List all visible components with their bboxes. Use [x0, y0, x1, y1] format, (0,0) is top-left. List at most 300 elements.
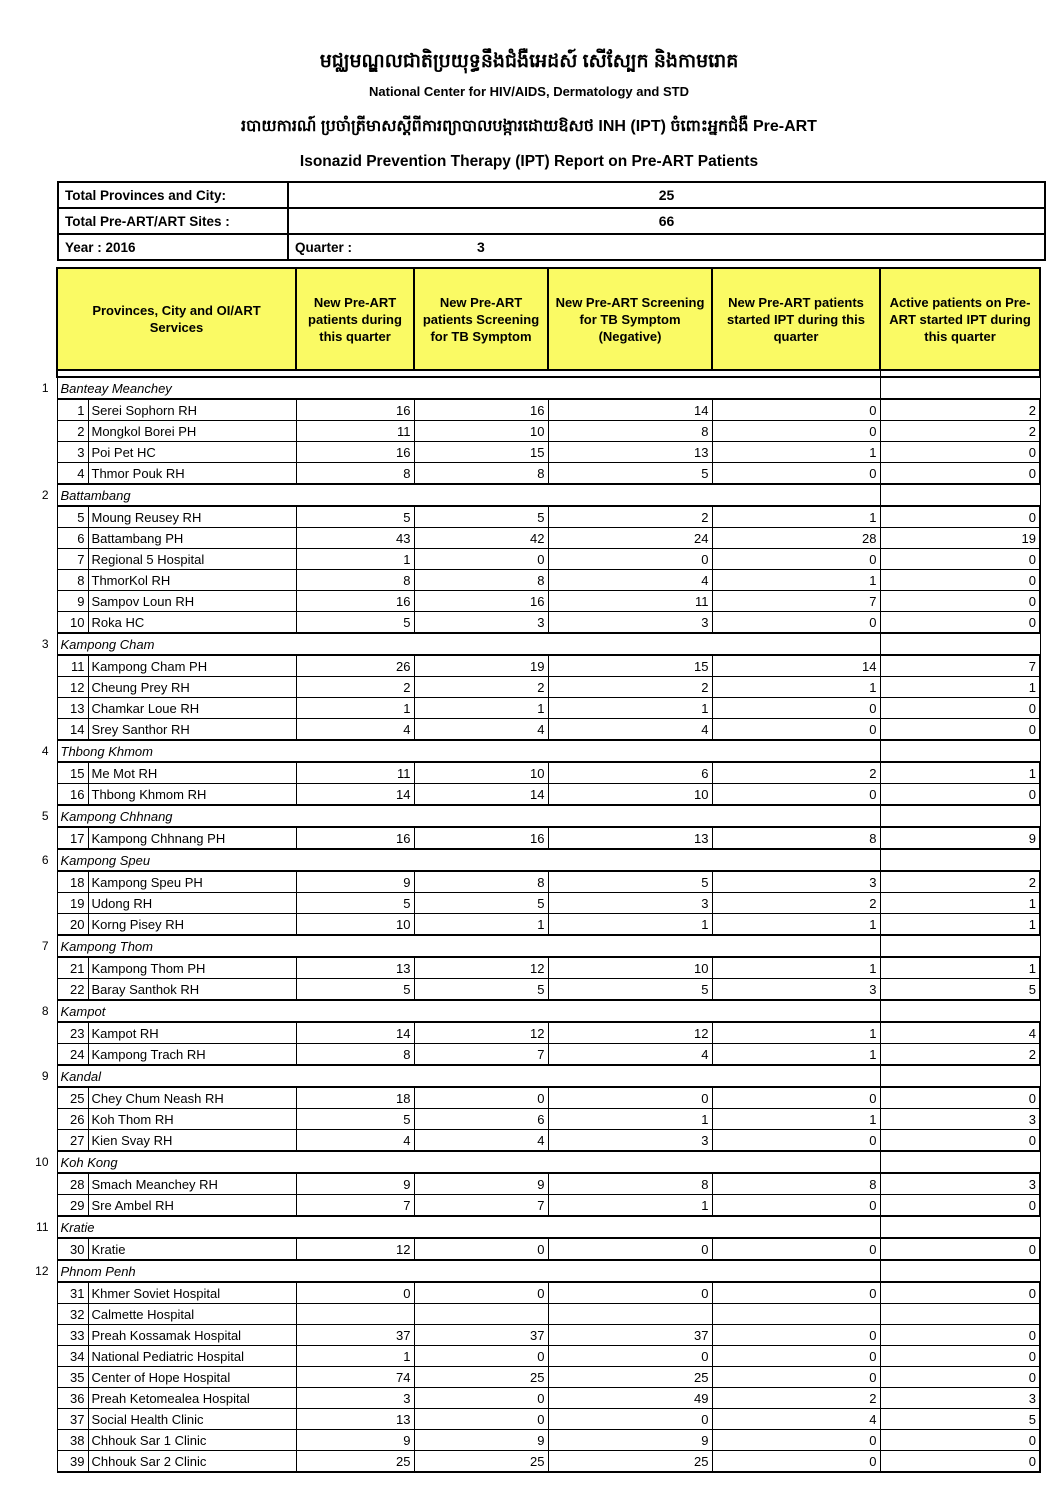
site-name: ThmorKol RH: [88, 570, 296, 591]
site-value: 5: [548, 463, 712, 485]
province-index: 10: [29, 1151, 57, 1173]
site-row: [29, 1451, 1040, 1473]
site-row: [29, 1346, 1040, 1367]
site-value: 5: [414, 893, 548, 914]
site-name: Social Health Clinic: [88, 1409, 296, 1430]
col-header-started-ipt: New Pre-ART patients started IPT during this quarter: [712, 268, 880, 370]
quarter-cell: [288, 234, 1045, 260]
gutter-cell: [29, 463, 57, 485]
site-value: 0: [880, 1367, 1040, 1388]
site-value: 24: [548, 528, 712, 549]
col-header-screening: New Pre-ART patients Screening for TB Symptom: [414, 268, 548, 370]
site-value: 0: [712, 719, 880, 741]
col-header-screening-negative: New Pre-ART Screening for TB Symptom (Negative): [548, 268, 712, 370]
total-provinces-label: Total Provinces and City:: [58, 182, 288, 208]
spacer-cell: [57, 370, 880, 377]
site-name: Srey Santhor RH: [88, 719, 296, 741]
site-value: 10: [548, 957, 712, 979]
site-value: 15: [414, 442, 548, 463]
site-value: 11: [548, 591, 712, 612]
gutter-cell: [29, 1173, 57, 1195]
site-value: 2: [880, 421, 1040, 442]
site-index: 37: [57, 1409, 88, 1430]
province-name: Thbong Khmom: [57, 740, 880, 762]
site-value: 0: [712, 1195, 880, 1217]
site-row: [29, 871, 1040, 893]
province-row: [29, 935, 1040, 957]
site-value: 1: [712, 1044, 880, 1066]
site-value: 2: [880, 1044, 1040, 1066]
site-value: 13: [296, 957, 414, 979]
province-index: 3: [29, 633, 57, 655]
gutter-cell: [29, 1022, 57, 1044]
site-name: Poi Pet HC: [88, 442, 296, 463]
province-name: Kampong Cham: [57, 633, 880, 655]
site-value: 5: [880, 979, 1040, 1001]
site-value: 14: [548, 399, 712, 421]
site-value: 0: [548, 1346, 712, 1367]
site-index: 14: [57, 719, 88, 741]
site-value: 0: [712, 1367, 880, 1388]
site-value: 0: [712, 1087, 880, 1109]
site-value: 16: [296, 442, 414, 463]
province-row: [29, 740, 1040, 762]
site-value: 0: [548, 549, 712, 570]
site-value: 8: [712, 1173, 880, 1195]
site-value: 5: [296, 979, 414, 1001]
site-value: 1: [548, 1109, 712, 1130]
org-name: National Center for HIV/AIDS, Dermatology and STD: [369, 84, 689, 99]
site-value: 5: [296, 1109, 414, 1130]
site-index: 33: [57, 1325, 88, 1346]
site-value: 9: [414, 1173, 548, 1195]
site-value: 0: [712, 1430, 880, 1451]
site-value: 0: [880, 1087, 1040, 1109]
site-value: 0: [548, 1238, 712, 1260]
spacer-cell: [880, 370, 1040, 377]
province-name: Kampot: [57, 1000, 880, 1022]
site-index: 31: [57, 1282, 88, 1304]
site-value: 7: [414, 1195, 548, 1217]
site-row: [29, 1282, 1040, 1304]
site-value: 0: [712, 549, 880, 570]
site-value: 0: [880, 1451, 1040, 1473]
site-value: 7: [296, 1195, 414, 1217]
site-value: 0: [880, 591, 1040, 612]
site-value: 28: [712, 528, 880, 549]
site-row: [29, 442, 1040, 463]
gutter-cell: [29, 677, 57, 698]
site-value: 1: [712, 1022, 880, 1044]
gutter-cell: [29, 1087, 57, 1109]
site-name: Thmor Pouk RH: [88, 463, 296, 485]
site-value: [548, 1304, 712, 1325]
year-label: Year : 2016: [58, 234, 288, 260]
site-name: Kratie: [88, 1238, 296, 1260]
site-value: 5: [548, 979, 712, 1001]
site-value: 7: [712, 591, 880, 612]
province-blank-cell: [880, 633, 1040, 655]
site-index: 30: [57, 1238, 88, 1260]
site-value: 3: [414, 612, 548, 634]
site-value: 0: [712, 421, 880, 442]
gutter-cell: [29, 979, 57, 1001]
site-value: 0: [880, 1238, 1040, 1260]
site-value: 11: [296, 762, 414, 784]
site-value: 0: [880, 506, 1040, 528]
site-value: 2: [712, 762, 880, 784]
site-value: 0: [880, 698, 1040, 719]
site-value: 1: [880, 957, 1040, 979]
site-value: 5: [296, 893, 414, 914]
site-name: Sre Ambel RH: [88, 1195, 296, 1217]
site-row: [29, 1238, 1040, 1260]
province-blank-cell: [880, 1000, 1040, 1022]
site-value: 0: [880, 719, 1040, 741]
site-index: 38: [57, 1430, 88, 1451]
province-index: 4: [29, 740, 57, 762]
site-name: Chhouk Sar 1 Clinic: [88, 1430, 296, 1451]
site-value: 0: [712, 463, 880, 485]
site-row: [29, 957, 1040, 979]
site-value: 0: [712, 1282, 880, 1304]
site-value: 2: [414, 677, 548, 698]
site-name: Koh Thom RH: [88, 1109, 296, 1130]
site-value: 26: [296, 655, 414, 677]
province-row: [29, 484, 1040, 506]
site-name: Calmette Hospital: [88, 1304, 296, 1325]
site-value: 9: [414, 1430, 548, 1451]
gutter-cell: [29, 784, 57, 806]
site-value: 0: [414, 1238, 548, 1260]
site-value: 10: [296, 914, 414, 936]
gutter-cell: [29, 1451, 57, 1473]
site-value: 13: [548, 827, 712, 849]
site-value: 3: [880, 1173, 1040, 1195]
site-name: Kampong Chhnang PH: [88, 827, 296, 849]
summary-row-provinces: [58, 182, 1045, 208]
gutter-cell: [29, 893, 57, 914]
gutter-cell: [29, 1044, 57, 1066]
province-name: Phnom Penh: [57, 1260, 880, 1282]
province-blank-cell: [880, 1260, 1040, 1282]
site-row: [29, 612, 1040, 634]
site-value: 0: [712, 1346, 880, 1367]
site-value: 1: [712, 677, 880, 698]
site-value: 1: [712, 1109, 880, 1130]
site-value: 37: [296, 1325, 414, 1346]
site-value: 2: [548, 677, 712, 698]
site-index: 39: [57, 1451, 88, 1473]
province-name: Banteay Meanchey: [57, 377, 880, 399]
site-value: 3: [880, 1109, 1040, 1130]
site-value: 0: [880, 1430, 1040, 1451]
site-value: 0: [712, 1238, 880, 1260]
site-value: 9: [296, 871, 414, 893]
site-value: 0: [712, 399, 880, 421]
gutter-cell: [29, 762, 57, 784]
site-name: Udong RH: [88, 893, 296, 914]
site-value: 0: [880, 784, 1040, 806]
khmer-subtitle: របាយការណ៍ ប្រចាំត្រីមាសស្តីពីការព្យាបាលបង្ការដោយឱសថ INH (IPT) ចំពោះអ្នកជំងឺ Pre-ART: [241, 118, 817, 135]
province-row: [29, 377, 1040, 399]
province-blank-cell: [880, 935, 1040, 957]
province-index: 6: [29, 849, 57, 871]
site-value: 2: [880, 871, 1040, 893]
site-value: 0: [712, 784, 880, 806]
site-value: 1: [880, 677, 1040, 698]
site-name: Chhouk Sar 2 Clinic: [88, 1451, 296, 1473]
site-value: 14: [414, 784, 548, 806]
site-value: 3: [548, 612, 712, 634]
gutter-cell: [29, 528, 57, 549]
site-name: Battambang PH: [88, 528, 296, 549]
site-value: [880, 1304, 1040, 1325]
province-name: Kandal: [57, 1065, 880, 1087]
province-row: [29, 1260, 1040, 1282]
site-value: 10: [548, 784, 712, 806]
province-blank-cell: [880, 805, 1040, 827]
column-header-row: [29, 268, 1040, 370]
province-blank-cell: [880, 484, 1040, 506]
site-name: Kampong Cham PH: [88, 655, 296, 677]
gutter-cell: [29, 1238, 57, 1260]
site-value: 2: [712, 893, 880, 914]
site-index: 27: [57, 1130, 88, 1152]
site-value: 4: [548, 570, 712, 591]
site-value: 11: [296, 421, 414, 442]
site-value: 12: [414, 1022, 548, 1044]
site-value: 16: [296, 591, 414, 612]
site-value: 9: [880, 827, 1040, 849]
site-value: 1: [296, 1346, 414, 1367]
site-value: 0: [414, 1282, 548, 1304]
col-header-active-patients: Active patients on Pre-ART started IPT during this quarter: [880, 268, 1040, 370]
site-row: [29, 1304, 1040, 1325]
site-value: 0: [880, 1195, 1040, 1217]
site-row: [29, 1388, 1040, 1409]
gutter-cell: [29, 1409, 57, 1430]
total-sites-label: Total Pre-ART/ART Sites :: [58, 208, 288, 234]
gutter-cell: [29, 957, 57, 979]
site-name: Moung Reusey RH: [88, 506, 296, 528]
quarter-label: Quarter :: [295, 239, 353, 255]
site-value: 1: [548, 698, 712, 719]
site-name: Baray Santhok RH: [88, 979, 296, 1001]
site-value: 3: [296, 1388, 414, 1409]
site-value: 0: [712, 698, 880, 719]
site-index: 12: [57, 677, 88, 698]
site-value: 0: [548, 1282, 712, 1304]
site-value: 4: [296, 719, 414, 741]
site-index: 34: [57, 1346, 88, 1367]
site-index: 8: [57, 570, 88, 591]
site-value: 3: [712, 871, 880, 893]
site-index: 2: [57, 421, 88, 442]
site-row: [29, 827, 1040, 849]
site-index: 22: [57, 979, 88, 1001]
site-value: 0: [880, 1325, 1040, 1346]
province-index: 12: [29, 1260, 57, 1282]
site-index: 23: [57, 1022, 88, 1044]
site-value: 9: [296, 1430, 414, 1451]
gutter-cell: [29, 698, 57, 719]
site-row: [29, 549, 1040, 570]
gutter-cell: [29, 421, 57, 442]
site-value: 7: [880, 655, 1040, 677]
site-value: 8: [296, 1044, 414, 1066]
site-value: 5: [880, 1409, 1040, 1430]
site-name: Me Mot RH: [88, 762, 296, 784]
site-value: 25: [414, 1451, 548, 1473]
site-value: 0: [414, 1409, 548, 1430]
site-name: Cheung Prey RH: [88, 677, 296, 698]
site-row: [29, 1430, 1040, 1451]
site-value: 1: [712, 914, 880, 936]
site-value: 10: [414, 762, 548, 784]
province-name: Kampong Chhnang: [57, 805, 880, 827]
site-name: Sampov Loun RH: [88, 591, 296, 612]
site-value: 42: [414, 528, 548, 549]
site-value: 9: [548, 1430, 712, 1451]
site-value: 16: [414, 591, 548, 612]
site-name: Preah Ketomealea Hospital: [88, 1388, 296, 1409]
site-index: 9: [57, 591, 88, 612]
site-value: 19: [414, 655, 548, 677]
site-row: [29, 762, 1040, 784]
site-value: 0: [712, 1325, 880, 1346]
site-value: 43: [296, 528, 414, 549]
site-value: 4: [548, 719, 712, 741]
province-index: 7: [29, 935, 57, 957]
site-index: 21: [57, 957, 88, 979]
site-value: 25: [548, 1367, 712, 1388]
province-index: 9: [29, 1065, 57, 1087]
site-value: 4: [712, 1409, 880, 1430]
site-index: 3: [57, 442, 88, 463]
province-name: Kratie: [57, 1216, 880, 1238]
summary-table: [57, 181, 1046, 261]
site-value: 0: [414, 1388, 548, 1409]
site-name: Kampong Trach RH: [88, 1044, 296, 1066]
site-value: 1: [712, 506, 880, 528]
site-row: [29, 1409, 1040, 1430]
site-row: [29, 463, 1040, 485]
site-value: 0: [880, 1346, 1040, 1367]
title-block: [0, 0, 1058, 171]
col-header-new-patients: New Pre-ART patients during this quarter: [296, 268, 414, 370]
province-index: 8: [29, 1000, 57, 1022]
site-row: [29, 528, 1040, 549]
site-row: [29, 1325, 1040, 1346]
site-value: 8: [414, 570, 548, 591]
province-row: [29, 849, 1040, 871]
site-index: 35: [57, 1367, 88, 1388]
province-name: Koh Kong: [57, 1151, 880, 1173]
site-index: 20: [57, 914, 88, 936]
site-value: 0: [712, 612, 880, 634]
site-index: 24: [57, 1044, 88, 1066]
site-value: 0: [548, 1409, 712, 1430]
site-index: 1: [57, 399, 88, 421]
gutter-cell: [29, 1304, 57, 1325]
gutter-cell: [29, 1346, 57, 1367]
province-index: 1: [29, 377, 57, 399]
site-row: [29, 698, 1040, 719]
site-value: 1: [414, 914, 548, 936]
site-index: 36: [57, 1388, 88, 1409]
site-value: 0: [880, 442, 1040, 463]
province-name: Kampong Speu: [57, 849, 880, 871]
site-value: 8: [712, 827, 880, 849]
gutter-cell: [29, 871, 57, 893]
site-value: 1: [712, 570, 880, 591]
site-index: 16: [57, 784, 88, 806]
gutter-cell: [29, 591, 57, 612]
site-value: 3: [880, 1388, 1040, 1409]
site-index: 15: [57, 762, 88, 784]
site-value: 2: [296, 677, 414, 698]
site-value: 0: [414, 549, 548, 570]
gutter-cell: [29, 1367, 57, 1388]
site-value: 3: [548, 1130, 712, 1152]
site-value: 13: [548, 442, 712, 463]
site-name: Regional 5 Hospital: [88, 549, 296, 570]
site-name: Korng Pisey RH: [88, 914, 296, 936]
gutter-cell: [29, 719, 57, 741]
site-index: 13: [57, 698, 88, 719]
site-name: Kien Svay RH: [88, 1130, 296, 1152]
province-row: [29, 1216, 1040, 1238]
site-index: 11: [57, 655, 88, 677]
site-value: 1: [880, 893, 1040, 914]
site-value: 2: [712, 1388, 880, 1409]
site-row: [29, 655, 1040, 677]
site-row: [29, 1022, 1040, 1044]
site-value: 1: [548, 1195, 712, 1217]
site-value: 1: [414, 698, 548, 719]
province-name: Battambang: [57, 484, 880, 506]
site-index: 4: [57, 463, 88, 485]
province-blank-cell: [880, 1151, 1040, 1173]
site-row: [29, 914, 1040, 936]
site-value: 8: [414, 463, 548, 485]
site-value: 0: [548, 1087, 712, 1109]
site-row: [29, 1044, 1040, 1066]
site-name: Thbong Khmom RH: [88, 784, 296, 806]
summary-row-sites: [58, 208, 1045, 234]
site-index: 6: [57, 528, 88, 549]
site-row: [29, 677, 1040, 698]
gutter-cell: [29, 1430, 57, 1451]
province-row: [29, 633, 1040, 655]
gutter-cell: [29, 268, 57, 370]
report-table-body: [29, 377, 1040, 1472]
site-value: 0: [414, 1346, 548, 1367]
site-name: Mongkol Borei PH: [88, 421, 296, 442]
site-index: 26: [57, 1109, 88, 1130]
site-value: 0: [712, 1130, 880, 1152]
gutter-cell: [29, 612, 57, 634]
gutter-cell: [29, 1282, 57, 1304]
gutter-cell: [29, 1130, 57, 1152]
province-row: [29, 1151, 1040, 1173]
site-value: 18: [296, 1087, 414, 1109]
province-row: [29, 805, 1040, 827]
site-value: [712, 1304, 880, 1325]
site-value: 1: [712, 442, 880, 463]
site-value: 12: [548, 1022, 712, 1044]
